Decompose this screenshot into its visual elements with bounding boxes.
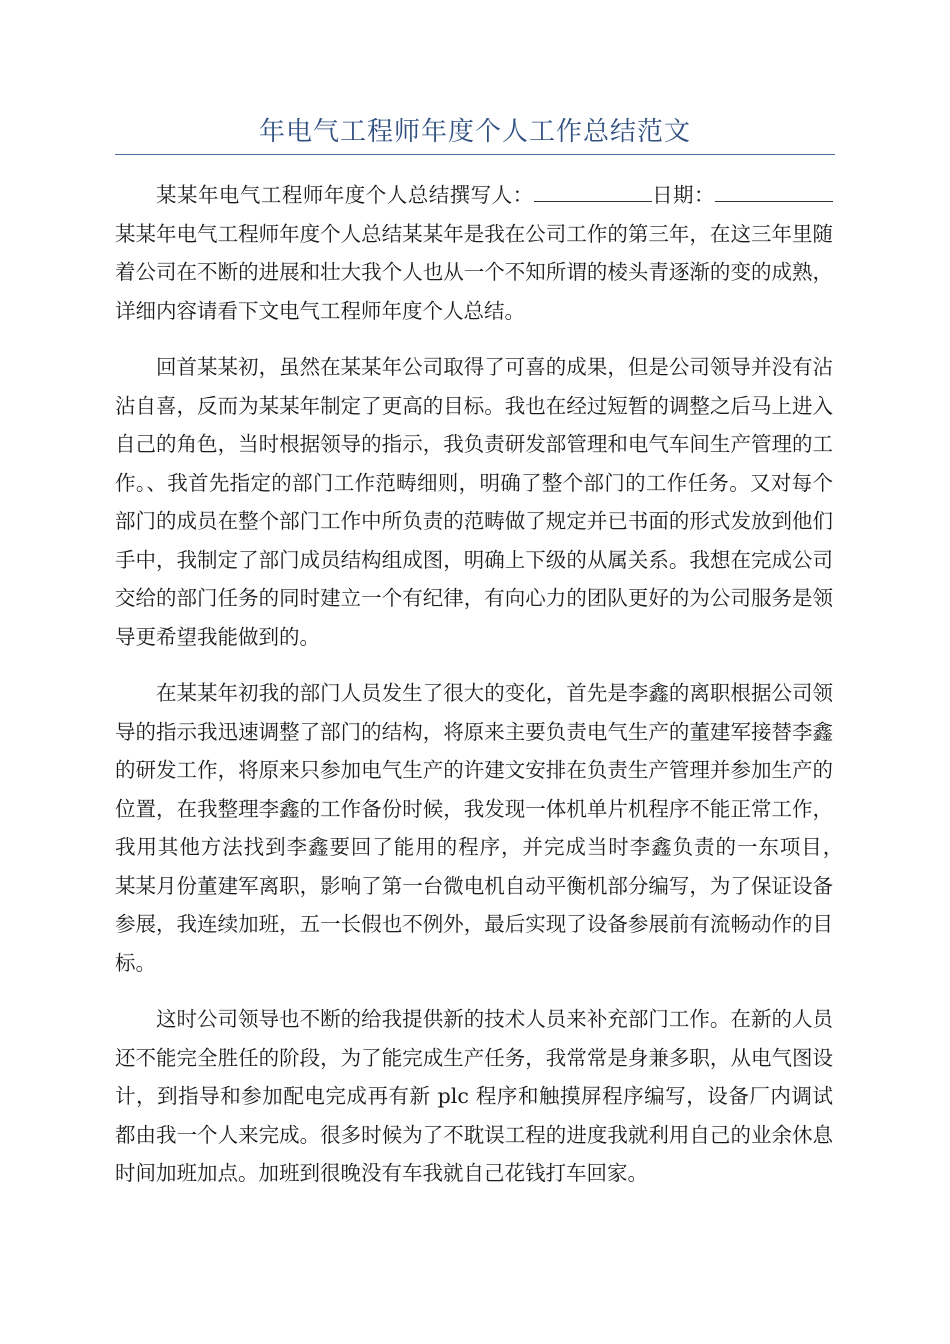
title-underline [115, 154, 835, 155]
intro-paragraph [115, 176, 833, 330]
document-title: 年电气工程师年度个人工作总结范文 [258, 117, 691, 147]
paragraph-review: 回首某某初，虽然在某某年公司取得了可喜的成果，但是公司领导并没有沾沾自喜，反而为某某年制定了更高的目标。我也在经过短暂的调整之后马上进入自己的角色，当时根据领导的指示，我负责研发部管理和电气车间生产管理的工作。、我首先指定的部门工作范畴细则，明确了整个部门的工作任务。又对每个部门的成员在整个部门工作中所负责的范畴做了规定并已书面的形式发放到他们手中，我制定了部门成员结构组成图，明确上下级的从属关系。我想在完成公司交给的部门任务的同时建立一个有纪律，有向心力的团队更好的为公司服务是领导更希望我能做到的。 [115, 355, 833, 649]
intro-rest: 某某年电气工程师年度个人总结某某年是我在公司工作的第三年，在这三年里随着公司在不断的进展和壮大我个人也从一个不知所谓的棱头青逐渐的变的成熟，详细内容请看下文电气工程师年度个人总结。 [115, 221, 833, 323]
date-blank [715, 182, 833, 202]
author-blank [534, 182, 652, 202]
date-label: 日期： [651, 183, 716, 207]
document-body [115, 176, 854, 1211]
paragraph-staff-change: 在某某年初我的部门人员发生了很大的变化，首先是李鑫的离职根据公司领导的指示我迅速调整了部门的结构，将原来主要负责电气生产的董建军接替李鑫的研发工作，将原来只参加电气生产的许建文安排在负责生产管理并参加生产的位置，在我整理李鑫的工作备份时候，我发现一体机单片机程序不能正常工作，我用其他方法找到李鑫要回了能用的程序，并完成当时李鑫负责的一东项目， 某某月份董建军离职，影响了第一台微电机自动平衡机部分编写，为了保证设备参展，我连续加班，五一长假也不例外，最后实现了设备参展前有流畅动作的目标。 [115, 681, 854, 975]
paragraph-new-staff: 这时公司领导也不断的给我提供新的技术人员来补充部门工作。在新的人员还不能完全胜任的阶段，为了能完成生产任务，我常常是身兼多职，从电气图设计，到指导和参加配电完成再有新 plc 程序和触摸屏程序编写，设备厂内调试都由我一个人来完成。很多时候为了不耽误工程的进度我就利用自己的业余休息时间加班加点。加班到很晚没有车我就自己花钱打车回家。 [115, 1007, 833, 1185]
intro-lead: 某某年电气工程师年度个人总结撰写人： [156, 183, 534, 207]
